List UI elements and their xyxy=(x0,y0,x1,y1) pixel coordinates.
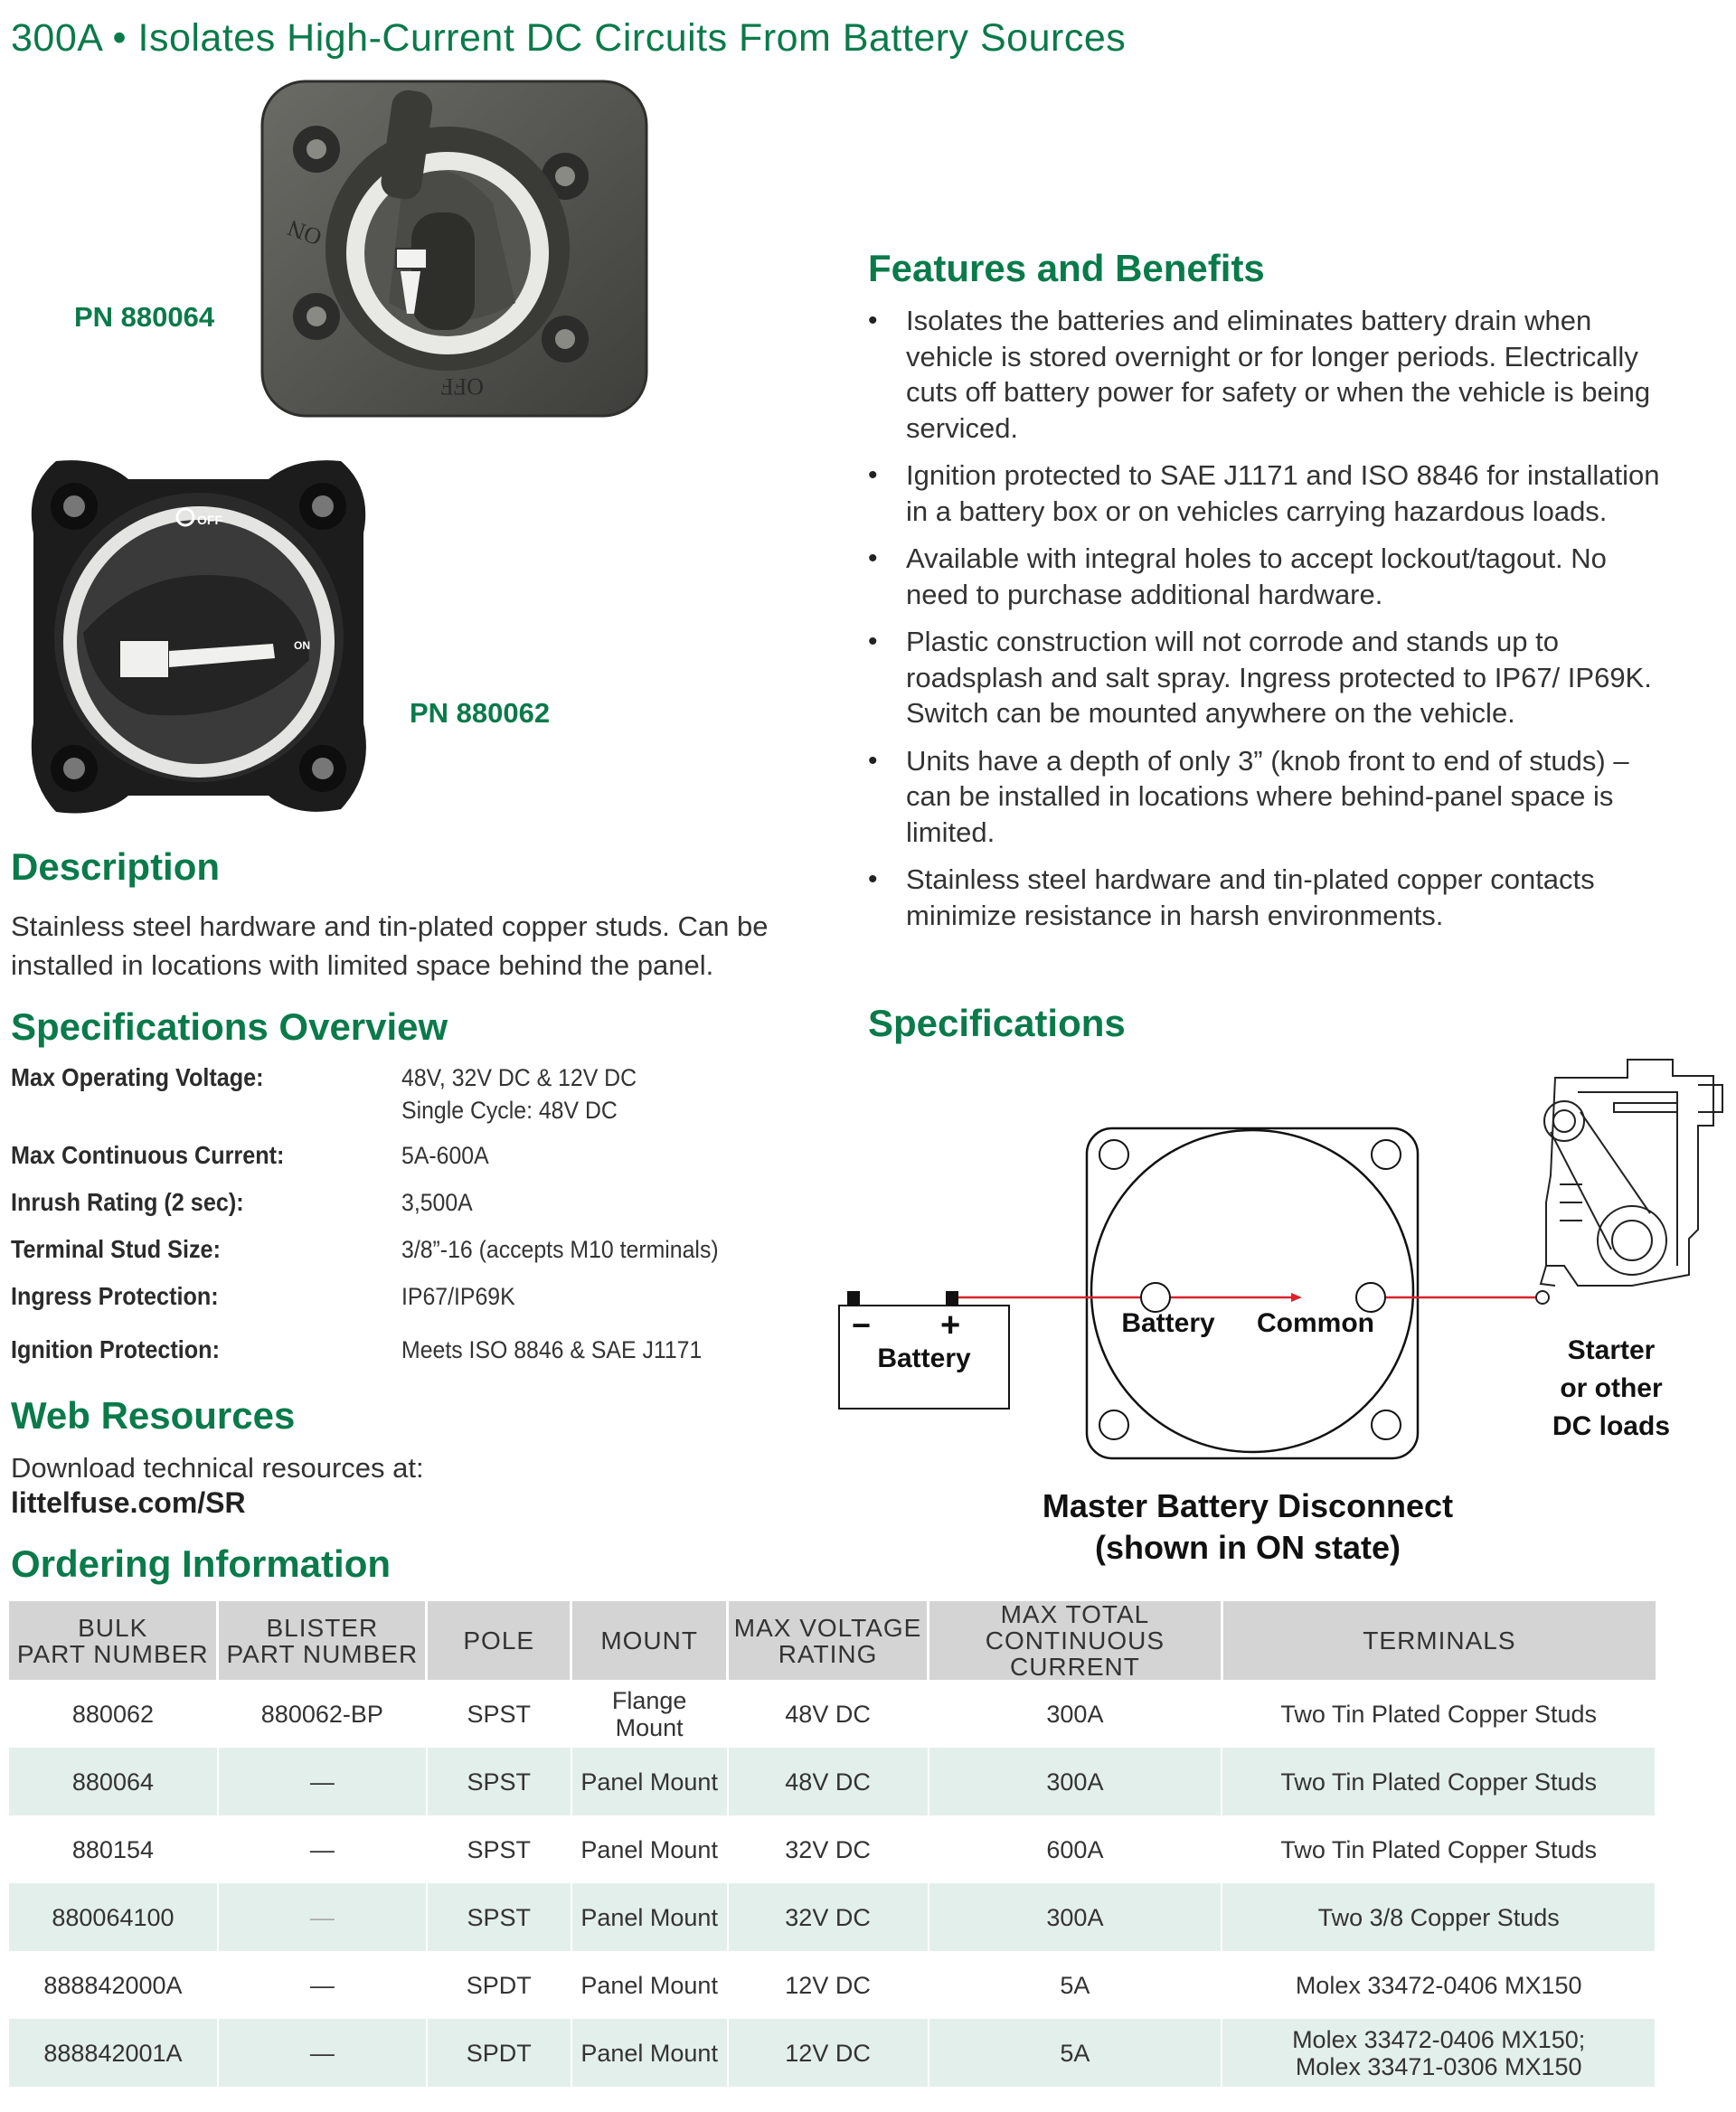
feature-item: • Stainless steel hardware and tin-plated copper contacts minimize resistance in harsh environments. xyxy=(868,862,1664,933)
off-marking-2: OFF xyxy=(197,513,222,527)
spec-label: Max Operating Voltage: xyxy=(11,1063,264,1091)
ordering-heading: Ordering Information xyxy=(11,1542,391,1585)
cell-pole: SPST xyxy=(427,1883,571,1951)
web-resources-link[interactable]: littelfuse.com/SR xyxy=(11,1486,246,1519)
cell-voltage: 32V DC xyxy=(728,1815,929,1883)
cell-pole: SPDT xyxy=(427,1951,571,2019)
load-label-line1: Starter xyxy=(1567,1335,1656,1365)
spec-value: 5A-600A xyxy=(401,1142,489,1169)
diagram-caption xyxy=(995,1485,1501,1569)
pn-880064-label: PN 880064 xyxy=(74,301,215,333)
cell-terminals: Two Tin Plated Copper Studs xyxy=(1222,1680,1656,1748)
column-header: BLISTER PART NUMBER xyxy=(218,1601,427,1680)
battery-plus: + xyxy=(940,1306,961,1344)
cell-blister-part: — xyxy=(218,1748,427,1815)
cell-current: 300A xyxy=(929,1883,1222,1951)
battery-terminal-label: Battery xyxy=(1121,1308,1215,1338)
cell-bulk-part: 880154 xyxy=(9,1815,218,1883)
description-heading: Description xyxy=(11,845,221,888)
cell-mount: Panel Mount xyxy=(571,1951,728,2019)
cell-mount: Panel Mount xyxy=(571,1748,728,1815)
spec-label: Ignition Protection: xyxy=(11,1335,220,1363)
column-header: TERMINALS xyxy=(1222,1601,1656,1680)
cell-current: 5A xyxy=(929,2019,1222,2087)
cell-pole: SPST xyxy=(427,1815,571,1883)
cell-bulk-part: 888842000A xyxy=(9,1951,218,2019)
common-terminal-label: Common xyxy=(1257,1308,1374,1338)
cell-blister-part: — xyxy=(218,2019,427,2087)
cell-blister-part: — xyxy=(218,1883,427,1951)
spec-value: IP67/IP69K xyxy=(401,1283,515,1310)
battery-minus: − xyxy=(852,1306,872,1344)
feature-item: • Available with integral holes to accept lockout/tagout. No need to purchase additional hardware. xyxy=(868,541,1664,612)
cell-terminals: Two Tin Plated Copper Studs xyxy=(1222,1748,1656,1815)
table-row xyxy=(9,2019,1656,2087)
cell-bulk-part: 880064 xyxy=(9,1748,218,1815)
description-text: Stainless steel hardware and tin-plated copper studs. Can be installed in locations with limited space behind the panel. xyxy=(11,910,769,981)
cell-mount: Panel Mount xyxy=(571,2019,728,2087)
column-header: POLE xyxy=(427,1601,571,1680)
feature-item: • Plastic construction will not corrode and stands up to roadsplash and salt spray. Ingress protected to IP67/ IP69K. Switch can be mounted anywhere on the vehicle. xyxy=(868,624,1664,731)
cell-voltage: 48V DC xyxy=(728,1748,929,1815)
cell-voltage: 12V DC xyxy=(728,2019,929,2087)
cell-mount: Panel Mount xyxy=(571,1815,728,1883)
spec-value: 48V, 32V DC & 12V DC xyxy=(401,1064,637,1091)
feature-item: • Ignition protected to SAE J1171 and ISO 8846 for installation in a battery box or on vehicles carrying hazardous loads. xyxy=(868,457,1664,529)
spec-label: Ingress Protection: xyxy=(11,1282,219,1310)
spec-value: 3,500A xyxy=(401,1189,473,1216)
load-label-line3: DC loads xyxy=(1552,1411,1671,1441)
specifications-heading: Specifications xyxy=(868,1002,1126,1044)
table-header-row xyxy=(9,1601,1656,1680)
cell-pole: SPDT xyxy=(427,2019,571,2087)
ordering-table xyxy=(9,1601,1656,2087)
starter-terminal xyxy=(1536,1291,1549,1304)
column-header: MOUNT xyxy=(571,1601,728,1680)
cell-blister-part: 880062-BP xyxy=(218,1680,427,1748)
features-heading: Features and Benefits xyxy=(868,247,1265,289)
spec-label: Inrush Rating (2 sec): xyxy=(11,1188,244,1216)
cell-mount: Flange Mount xyxy=(571,1680,728,1748)
table-row xyxy=(9,1680,1656,1748)
diagram-caption-line2: (shown in ON state) xyxy=(1094,1529,1401,1566)
cell-mount: Panel Mount xyxy=(571,1883,728,1951)
spec-value: Single Cycle: 48V DC xyxy=(401,1097,618,1124)
feature-item: • Isolates the batteries and eliminates battery drain when vehicle is stored overnight or for longer periods. Electrically cuts off battery power for safety or when the vehicle is being serviced. xyxy=(868,303,1664,446)
cell-terminals: Molex 33472-0406 MX150 xyxy=(1222,1951,1656,2019)
specs-overview-heading: Specifications Overview xyxy=(11,1005,448,1048)
starter-motor-drawing xyxy=(1541,1060,1722,1286)
battery-label: Battery xyxy=(877,1344,971,1373)
table-row xyxy=(9,1951,1656,2019)
cell-current: 600A xyxy=(929,1815,1222,1883)
cell-voltage: 48V DC xyxy=(728,1680,929,1748)
web-resources-heading: Web Resources xyxy=(11,1394,296,1437)
spec-value: Meets ISO 8846 & SAE J1171 xyxy=(401,1336,703,1363)
on-marking: ON xyxy=(284,214,326,251)
cell-bulk-part: 880064100 xyxy=(9,1883,218,1951)
web-resources-text: Download technical resources at: xyxy=(11,1452,424,1484)
cell-blister-part: — xyxy=(218,1815,427,1883)
column-header: BULK PART NUMBER xyxy=(9,1601,218,1680)
table-row xyxy=(9,1815,1656,1883)
column-header: MAX VOLTAGE RATING xyxy=(728,1601,929,1680)
pn-880062-label: PN 880062 xyxy=(410,697,551,729)
cell-pole: SPST xyxy=(427,1748,571,1815)
cell-voltage: 12V DC xyxy=(728,1951,929,2019)
load-label-line2: or other xyxy=(1560,1373,1663,1403)
spec-label: Terminal Stud Size: xyxy=(11,1235,221,1263)
page-title: 300A • Isolates High-Current DC Circuits From Battery Sources xyxy=(11,16,1127,60)
features-list xyxy=(868,303,1664,945)
column-header: MAX TOTAL CONTINUOUS CURRENT xyxy=(929,1601,1222,1680)
off-marking: OFF xyxy=(440,373,484,400)
table-row xyxy=(9,1748,1656,1815)
panel-mount-switch-image xyxy=(253,77,656,425)
cell-bulk-part: 880062 xyxy=(9,1680,218,1748)
specs-overview-table xyxy=(11,1063,807,1371)
cell-terminals: Two Tin Plated Copper Studs xyxy=(1222,1815,1656,1883)
cell-terminals: Two 3/8 Copper Studs xyxy=(1222,1883,1656,1951)
wiring-diagram xyxy=(832,1049,1727,1465)
cell-current: 300A xyxy=(929,1680,1222,1748)
cell-bulk-part: 888842001A xyxy=(9,2019,218,2087)
cell-pole: SPST xyxy=(427,1680,571,1748)
flange-mount-switch-image xyxy=(20,452,377,823)
cell-voltage: 32V DC xyxy=(728,1883,929,1951)
diagram-caption-line1: Master Battery Disconnect xyxy=(1042,1487,1454,1524)
table-row xyxy=(9,1883,1656,1951)
cell-blister-part: — xyxy=(218,1951,427,2019)
cell-terminals: Molex 33472-0406 MX150; Molex 33471-0306 MX150 xyxy=(1222,2019,1656,2087)
on-marking-2: ON xyxy=(294,639,310,652)
cell-current: 5A xyxy=(929,1951,1222,2019)
spec-value: 3/8”-16 (accepts M10 terminals) xyxy=(401,1236,719,1263)
feature-item: • Units have a depth of only 3” (knob front to end of studs) – can be installed in locations where behind-panel space is limited. xyxy=(868,743,1664,851)
cell-current: 300A xyxy=(929,1748,1222,1815)
spec-label: Max Continuous Current: xyxy=(11,1141,285,1169)
